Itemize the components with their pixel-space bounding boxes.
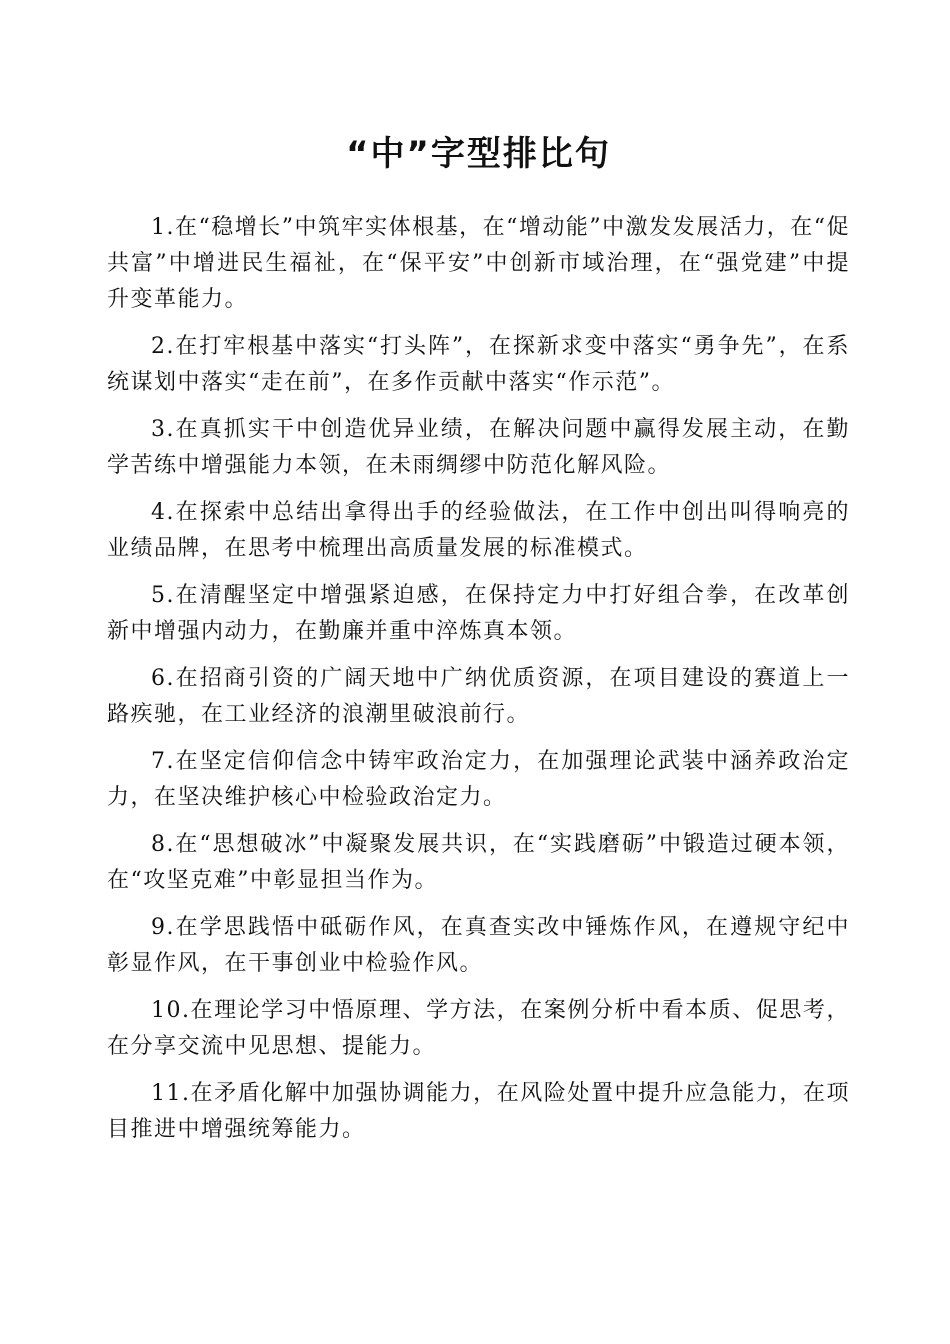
paragraph-1: 1.在“稳增长”中筑牢实体根基，在“增动能”中激发发展活力，在“促共富”中增进民生福祉，在“保平安”中创新市域治理，在“强党建”中提升变革能力。 [107, 215, 850, 312]
paragraph-8: 8.在“思想破冰”中凝聚发展共识，在“实践磨砺”中锻造过硬本领，在“攻坚克难”中彰显担当作为。 [107, 832, 850, 893]
paragraph-2: 2.在打牢根基中落实“打头阵”，在探新求变中落实“勇争先”，在系统谋划中落实“走在前”，在多作贡献中落实“作示范”。 [107, 334, 850, 395]
paragraph-6: 6.在招商引资的广阔天地中广纳优质资源，在项目建设的赛道上一路疾驰，在工业经济的浪潮里破浪前行。 [107, 666, 850, 727]
paragraph-list [107, 210, 850, 1148]
paragraph-10: 10.在理论学习中悟原理、学方法，在案例分析中看本质、促思考，在分享交流中见思想、提能力。 [107, 998, 850, 1059]
paragraph-3: 3.在真抓实干中创造优异业绩，在解决问题中赢得发展主动，在勤学苦练中增强能力本领，在未雨绸缪中防范化解风险。 [107, 417, 850, 478]
paragraph-4: 4.在探索中总结出拿得出手的经验做法，在工作中创出叫得响亮的业绩品牌，在思考中梳理出高质量发展的标准模式。 [107, 500, 850, 561]
paragraph-7: 7.在坚定信仰信念中铸牢政治定力，在加强理论武装中涵养政治定力，在坚决维护核心中检验政治定力。 [107, 749, 850, 810]
document-title: “中”字型排比句 [346, 134, 611, 174]
paragraph-9: 9.在学思践悟中砥砺作风，在真查实改中锤炼作风，在遵规守纪中彰显作风，在干事创业中检验作风。 [107, 915, 850, 976]
paragraph-5: 5.在清醒坚定中增强紧迫感，在保持定力中打好组合拳，在改革创新中增强内动力，在勤廉并重中淬炼真本领。 [107, 583, 850, 644]
paragraph-11: 11.在矛盾化解中加强协调能力，在风险处置中提升应急能力，在项目推进中增强统筹能力。 [107, 1081, 850, 1142]
